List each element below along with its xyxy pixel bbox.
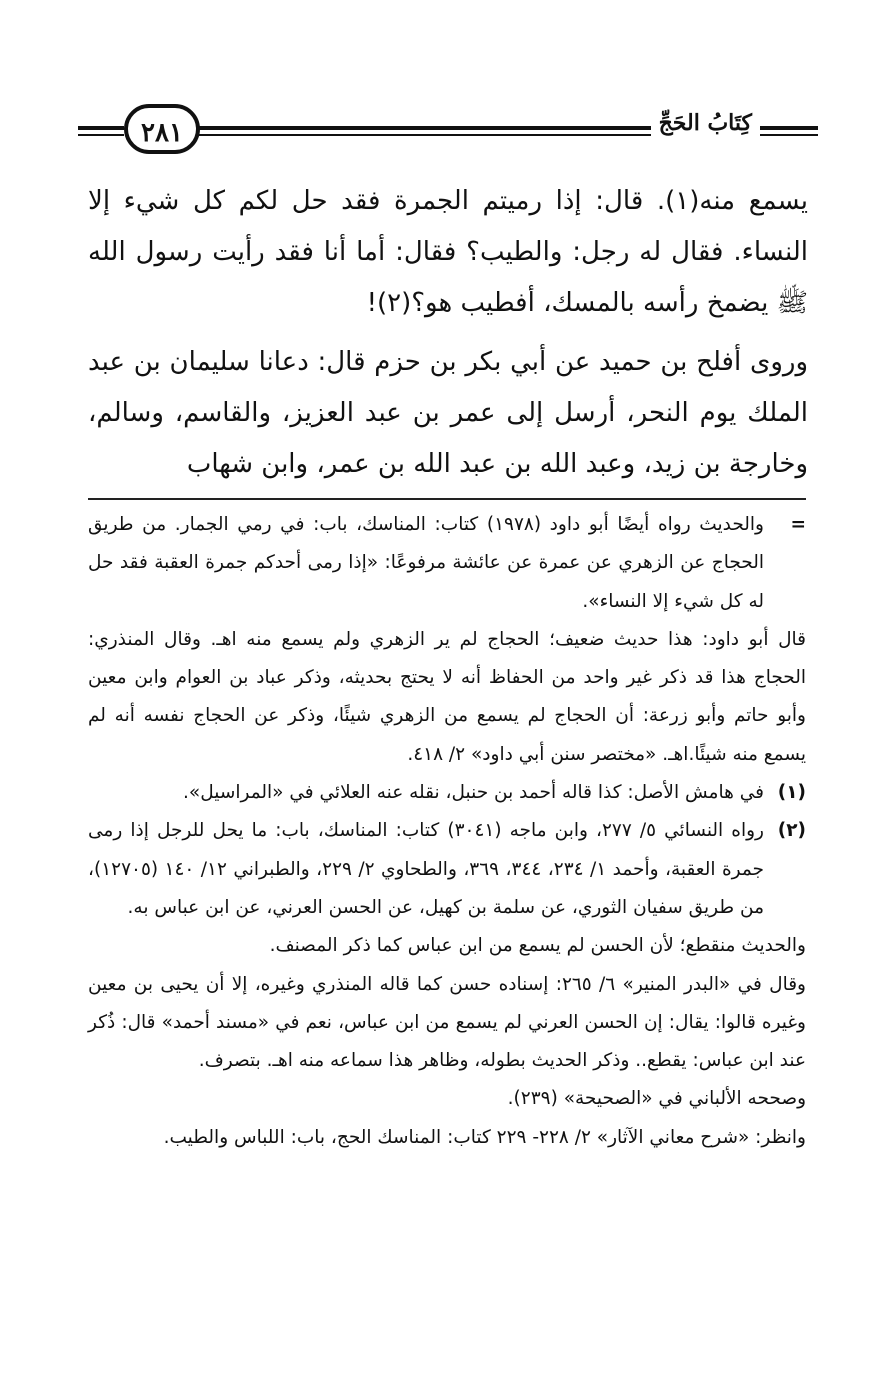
footnote-2 — [88, 812, 806, 927]
page-number: ٢٨١ — [124, 104, 200, 154]
footnote-text: رواه النسائي ٥/ ٢٧٧، وابن ماجه (٣٠٤١) كتاب: المناسك، باب: ما يحل للرجل إذا رمى جمرة العقبة، وأحمد ١/ ٢٣٤، ٣٤٤، ٣٦٩، والطحاوي ٢/ ٢٢٩، والطبراني ١٢/ ١٤٠ (١٢٧٠٥)، من طريق سفيان الثوري، عن سلمة بن كهيل، عن الحسن العرني، عن ابن عباس به. — [88, 820, 764, 918]
main-text — [88, 176, 808, 490]
page-header — [78, 104, 818, 164]
main-paragraph: يسمع منه(١). قال: إذا رميتم الجمرة فقد حل لكم كل شيء إلا النساء. فقال له رجل: والطيب؟ فقال: أما أنا فقد رأيت رسول الله ﷺ يضمخ رأسه بالمسك، أفطيب هو؟(٢)! — [88, 186, 808, 318]
footnote-label: (١) — [777, 782, 806, 804]
header-rule-left — [78, 126, 124, 130]
footnote-text: في هامش الأصل: كذا قاله أحمد بن حنبل، نقله عنه العلائي في «المراسيل». — [183, 782, 764, 804]
footnote-paragraph: وصححه الألباني في «الصحيحة» (٢٣٩). — [507, 1088, 806, 1110]
footnote-paragraph: قال أبو داود: هذا حديث ضعيف؛ الحجاج لم ير الزهري ولم يسمع منه اهـ. وقال المنذري: الحجاج هذا قد ذكر غير واحد من الحفاظ أنه لا يحتج بحديثه، وذكر عباد بن العوام وابن معين وأبو حاتم وأبو زرعة: أن الحجاج لم يسمع من الزهري شيئًا، وذكر عن الحجاج نفسه أنه لم يسمع منه شيئًا.اهـ. «مختصر سنن أبي داود» ٢/ ٤١٨. — [88, 628, 806, 765]
footnote-1 — [88, 774, 806, 812]
main-paragraph: وروى أفلح بن حميد عن أبي بكر بن حزم قال: دعانا سليمان بن عبد الملك يوم النحر، أرسل إلى عمر بن عبد العزيز، والقاسم، وسالم، وخارجة بن زيد، وعبد الله بن عبد الله بن عمر، وابن شهاب — [88, 347, 808, 479]
continuation-mark: = — [790, 514, 806, 535]
footnote-paragraph: والحديث منقطع؛ لأن الحسن لم يسمع من ابن عباس كما ذكر المصنف. — [269, 935, 806, 957]
footnotes — [88, 498, 806, 1157]
footnote-paragraph: وانظر: «شرح معاني الآثار» ٢/ ٢٢٨- ٢٢٩ كتاب: المناسك الحج، باب: اللباس والطيب. — [163, 1126, 806, 1148]
footnote-text: والحديث رواه أيضًا أبو داود (١٩٧٨) كتاب: المناسك، باب: في رمي الجمار. من طريق الحجاج عن الزهري عن عمرة عن عائشة مرفوعًا: «إذا رمى أحدكم جمرة العقبة فقد حل له كل شيء إلا النساء». — [88, 514, 764, 612]
running-title: كِتَابُ الحَجِّ — [651, 110, 760, 136]
footnote-label: (٢) — [777, 820, 806, 842]
footnote-continuation — [88, 506, 806, 621]
footnote-paragraph: وقال في «البدر المنير» ٦/ ٢٦٥: إسناده حسن كما قاله المنذري وغيره، إلا أن يحيى بن معين وغيره قالوا: يقال: إن الحسن العرني لم يسمع من ابن عباس، نعم في «مسند أحمد» قال: ذُكر عند ابن عباس: يقطع.. وذكر الحديث بطوله، وظاهر هذا سماعه منه اهـ. بتصرف. — [88, 973, 806, 1072]
footnote-separator — [88, 498, 806, 500]
header-rule-left-thin — [78, 134, 124, 136]
